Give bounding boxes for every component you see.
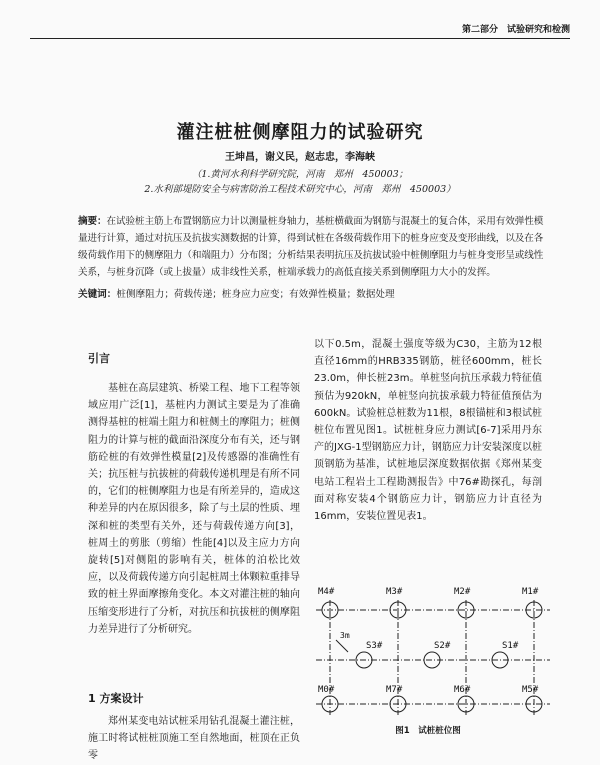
intro-heading: 引言 (88, 352, 110, 365)
paper-authors: 王坤昌，谢义民，赵志忠，李海峡 (225, 152, 375, 163)
label-m5: M5# (522, 685, 539, 695)
label-m4: M4# (318, 587, 335, 597)
dimension-line (336, 640, 348, 652)
pile-grid (316, 600, 550, 715)
abstract-text: 在试验桩主筋上布置钢筋应力计以测量桩身轴力，基桩横截面为钢筋与混凝土的复合体，采用有效弹性模量进行计算，通过对抗压及抗拔实测数据的计算，得到试桩在各级荷载作用下的桩身应变及变形曲线，以及在各级荷载作用下的侧摩阻力（和端阻力）分布图；分析结果表明抗压及抗拔试验中桩侧摩阻力与桩身变形呈或线性关系，与桩身沉降（或上拔量）成非线性关系，桩端承载力的高低直接关系到侧摩阻力大小的发挥。 (78, 216, 544, 278)
keywords-text: 桩侧摩阻力；荷载传递；桩身应力应变；有效弹性模量；数据处理 (116, 289, 395, 300)
header-rule (30, 38, 570, 39)
label-m2: M2# (454, 587, 471, 597)
label-dimension: 3m (340, 631, 350, 640)
abstract-label: 摘要： (78, 216, 107, 227)
label-m7: M7# (386, 685, 403, 695)
pile-layout-figure (314, 580, 554, 720)
running-head: 第二部分 试验研究和检测 (461, 25, 570, 35)
intro-paragraph: 基桩在高层建筑、桥梁工程、地下工程等领域应用广泛[1]，基桩内力测试主要是为了准确测得基桩的桩端土阻力和桩侧土的摩阻力；桩侧阻力的计算与桩的截面沿深度分布有关，还与钢筋砼桩的有效弹性模量[2]及传感器的准确性有关；抗压桩与抗拔桩的荷载传递机理是有所不同的，它们的桩侧摩阻力也是有所差异的，造成这种差异的内在原因很多，除了与土层的性质、埋深和桩的类型有关外，还与荷载传递方向[3]，桩周土的剪胀（剪缩）性能[4]以及主应力方向旋转[5]对侧阻的影响有关，桩体的泊松比效应，以及荷载传递方向引起桩周土体颗粒重排导致的桩土界面摩擦角变化。本文对灌注桩的轴向压缩变形进行了分析，对抗压和抗拔桩的侧摩阻力差异进行了分析研究。 (88, 383, 300, 635)
label-s2: S2# (434, 641, 451, 651)
section-1-heading: 1 方案设计 (88, 692, 144, 705)
label-s3: S3# (366, 641, 383, 651)
paper-title: 灌注桩桩侧摩阻力的试验研究 (176, 122, 424, 143)
figure-caption: 图1 试桩桩位图 (395, 726, 461, 736)
affiliation-1: （1.黄河水利科学研究院，河南 郑州 450003； (191, 169, 409, 180)
label-m3: M3# (386, 587, 403, 597)
keywords-label: 关键词： (78, 289, 117, 300)
label-s1: S1# (502, 641, 519, 651)
label-m6: M6# (454, 685, 471, 695)
right-column-paragraph: 以下0.5m，混凝土强度等级为C30，主筋为12根直径16mm的HRB335钢筋，桩径600mm，桩长23.0m，伸长桩23m。单桩竖向抗压承载力特征值预估为920kN，单桩竖向抗拔承载力特征值预估为600kN。试验桩总桩数为11根，8根锚桩和3根试桩桩位布置见图1。试桩桩身应力测试[6-7]采用丹东产的JXG-1型钢筋应力计，钢筋应力计安装深度以桩顶钢筋为基准，试桩地层深度数据依据《郑州某变电站工程岩土工程勘测报告》中76#勘探孔，每剖面对称安装4个钢筋应力计，钢筋应力计直径为16mm，安装位置见表1。 (314, 339, 542, 523)
keywords (78, 286, 548, 300)
label-m1: M1# (522, 587, 539, 597)
affiliation-2: 2.水利部堤防安全与病害防治工程技术研究中心，河南 郑州 450003） (144, 184, 456, 195)
label-m0: M0# (318, 685, 335, 695)
abstract (78, 213, 548, 281)
section-1-paragraph: 郑州某变电站试桩采用钻孔混凝土灌注桩，施工时将试桩桩顶施工至自然地面，桩顶在正负零 (88, 716, 300, 762)
